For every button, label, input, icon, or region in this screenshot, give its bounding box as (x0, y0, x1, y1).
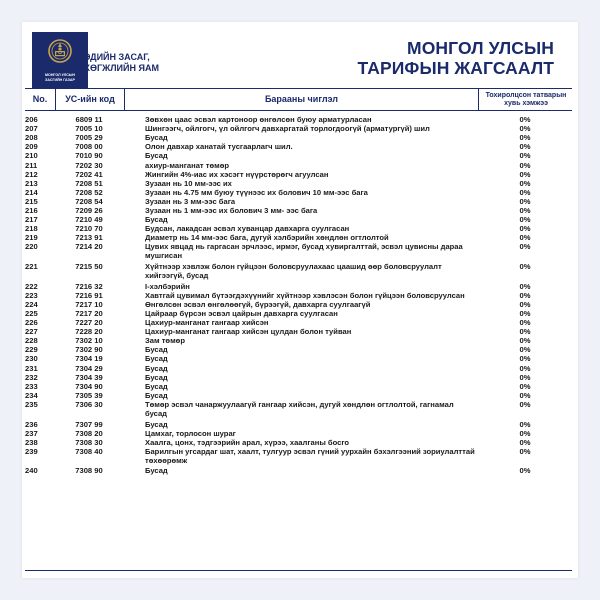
row-description: Бусад (145, 372, 168, 382)
row-tariff-rate: 0% (519, 336, 531, 346)
document-card (22, 22, 578, 578)
row-tariff-rate: 0% (519, 290, 531, 300)
row-tariff-rate: 0% (519, 281, 531, 291)
row-description: I-хэлбэрийн (145, 281, 190, 291)
row-description: Өнгөлсөн эсвэл өнгөлөөгүй, бүрээгүй, давхарга суулгаагүй (145, 299, 371, 309)
row-hs-code: 7208 51 (75, 178, 103, 188)
row-number: 232 (25, 372, 38, 382)
row-hs-code: 7304 39 (75, 372, 103, 382)
row-hs-code: 7210 49 (75, 215, 103, 225)
row-number: 234 (25, 390, 38, 400)
row-hs-code: 7308 40 (75, 446, 103, 456)
row-tariff-rate: 0% (519, 206, 531, 215)
row-number: 206 (25, 115, 38, 124)
row-hs-code: 7227 20 (75, 318, 103, 327)
row-hs-code: 7005 29 (75, 133, 103, 143)
row-number: 229 (25, 345, 38, 355)
row-hs-code: 7209 26 (75, 206, 103, 215)
row-hs-code: 6809 11 (75, 115, 103, 124)
row-description: Жингийн 4%-иас их хэсэгт нүүрстөрөгч агуулсан (145, 169, 329, 179)
row-number: 214 (25, 187, 38, 197)
row-description: Зузаан нь 10 мм-ээс их (145, 178, 232, 188)
header-code: УС-ийн код (65, 94, 115, 104)
row-hs-code: 7215 50 (75, 262, 103, 271)
row-hs-code: 7005 10 (75, 124, 103, 134)
row-number: 233 (25, 381, 38, 391)
row-description: Цахиур-манганат гангаар хийсэн цулдан болон туйван (145, 327, 352, 337)
row-description: ахиур-манганат төмөр (145, 160, 230, 170)
row-tariff-rate: 0% (519, 151, 531, 161)
ministry-line2: ХӨГЖЛИЙН ЯАМ (84, 62, 159, 73)
header-divider (478, 89, 479, 110)
row-description: Зузаан нь 4.75 мм буюу түүнээс их болович 10 мм-ээс бага (145, 187, 368, 197)
row-number: 235 (25, 399, 38, 409)
title-line1: МОНГОЛ УЛСЫН (407, 38, 554, 58)
row-tariff-rate: 0% (519, 419, 531, 429)
row-tariff-rate: 0% (519, 215, 531, 225)
row-number: 211 (25, 160, 38, 170)
row-tariff-rate: 0% (519, 345, 531, 355)
row-number: 208 (25, 133, 38, 143)
row-description: Бусад (145, 390, 168, 400)
row-tariff-rate: 0% (519, 381, 531, 391)
row-number: 219 (25, 233, 38, 243)
row-description: Бусад (145, 354, 168, 364)
row-tariff-rate: 0% (519, 262, 531, 271)
row-hs-code: 7305 39 (75, 390, 103, 400)
row-tariff-rate: 0% (519, 428, 531, 438)
row-description: Бусад (145, 363, 168, 373)
row-number: 227 (25, 327, 38, 337)
ministry-line1: ЭДИЙН ЗАСАГ, (84, 52, 150, 62)
row-tariff-rate: 0% (519, 133, 531, 143)
row-hs-code: 7216 32 (75, 281, 103, 291)
row-description: Бусад (145, 151, 168, 161)
row-description: Цахиур-манганат гангаар хийсэн (145, 318, 269, 327)
row-description: Цувих явцад нь гаргасан эрчлээс, ирмэг, бусад хувиргалттай, эсвэл цувисны дараа мушгисан (145, 242, 463, 261)
row-number: 230 (25, 354, 38, 364)
row-tariff-rate: 0% (519, 160, 531, 170)
row-tariff-rate: 0% (519, 327, 531, 337)
row-description: Төмөр эсвэл чанаржуулаагүй гангаар хийсэн, дугуй хөндлөн огтлолтой, гагнамал бусад (145, 399, 454, 418)
row-description: Зам төмөр (145, 336, 185, 346)
row-tariff-rate: 0% (519, 142, 531, 152)
row-tariff-rate: 0% (519, 372, 531, 382)
row-hs-code: 7304 29 (75, 363, 103, 373)
row-hs-code: 7306 30 (75, 399, 103, 409)
row-hs-code: 7208 54 (75, 196, 103, 206)
row-description: Цайраар бүрсэн эсвэл цайрын давхарга суулгасан (145, 308, 338, 318)
row-number: 228 (25, 336, 38, 346)
header-rate: Тохиролцсон татварын хувь хэмжээ (485, 92, 567, 107)
row-description: Бусад (145, 133, 168, 143)
row-hs-code: 7216 91 (75, 290, 103, 300)
row-tariff-rate: 0% (519, 233, 531, 243)
logo-text-line2: ЗАСГИЙН ГАЗАР (45, 78, 75, 82)
row-tariff-rate: 0% (519, 318, 531, 327)
page-title (358, 38, 554, 78)
row-number: 207 (25, 124, 38, 134)
row-hs-code: 7308 90 (75, 466, 103, 476)
row-description: Бусад (145, 466, 168, 476)
row-tariff-rate: 0% (519, 466, 531, 476)
row-number: 213 (25, 178, 38, 188)
table-bottom-rule (25, 570, 572, 571)
row-hs-code: 7008 00 (75, 142, 103, 152)
row-number: 237 (25, 428, 38, 438)
row-number: 238 (25, 437, 38, 447)
row-tariff-rate: 0% (519, 196, 531, 206)
row-description: Зузаан нь 1 мм-ээс их болович 3 мм- ээс бага (145, 206, 318, 215)
header-description: Барааны чиглэл (264, 94, 339, 104)
row-hs-code: 7213 91 (75, 233, 103, 243)
row-number: 236 (25, 419, 38, 429)
row-hs-code: 7217 20 (75, 308, 103, 318)
row-tariff-rate: 0% (519, 390, 531, 400)
row-tariff-rate: 0% (519, 124, 531, 134)
row-description: Хавтгай цувимал бүтээгдэхүүнийг хүйтнээр хэвлэсэн болон гүйцээн боловсруулсан (145, 290, 465, 300)
row-tariff-rate: 0% (519, 224, 531, 234)
row-number: 222 (25, 281, 38, 291)
row-description: Цамхаг, торлосон шураг (145, 428, 236, 438)
ministry-name (84, 52, 159, 73)
row-tariff-rate: 0% (519, 299, 531, 309)
row-tariff-rate: 0% (519, 242, 531, 252)
row-hs-code: 7304 90 (75, 381, 103, 391)
header-no: No. (32, 94, 48, 104)
row-number: 209 (25, 142, 38, 152)
row-number: 220 (25, 242, 38, 252)
row-description: Бусад (145, 381, 168, 391)
row-hs-code: 7214 20 (75, 242, 103, 252)
row-number: 217 (25, 215, 38, 225)
row-tariff-rate: 0% (519, 187, 531, 197)
row-tariff-rate: 0% (519, 437, 531, 447)
row-number: 212 (25, 169, 38, 179)
row-hs-code: 7302 90 (75, 345, 103, 355)
row-number: 226 (25, 318, 38, 327)
table-header (25, 88, 572, 111)
soyombo-emblem-icon (47, 38, 73, 66)
row-hs-code: 7010 90 (75, 151, 103, 161)
row-description: Зөвхөн цаас эсвэл картоноор өнгөлсөн буюу арматурласан (145, 115, 372, 124)
row-tariff-rate: 0% (519, 115, 531, 124)
row-description: Диаметр нь 14 мм-ээс бага, дугуй хэлбэрийн хөндлөн огтлолтой (145, 233, 389, 243)
row-number: 215 (25, 196, 38, 206)
row-number: 210 (25, 151, 38, 161)
row-hs-code: 7308 20 (75, 428, 103, 438)
row-hs-code: 7210 70 (75, 224, 103, 234)
row-tariff-rate: 0% (519, 446, 531, 456)
row-hs-code: 7308 30 (75, 437, 103, 447)
row-number: 221 (25, 262, 38, 271)
row-tariff-rate: 0% (519, 399, 531, 409)
government-logo (32, 32, 88, 88)
row-hs-code: 7304 19 (75, 354, 103, 364)
row-hs-code: 7307 99 (75, 419, 103, 429)
row-description: Будсан, лакадсан эсвэл хуванцар давхарга суулгасан (145, 224, 350, 234)
row-number: 224 (25, 299, 38, 309)
row-description: Бусад (145, 419, 168, 429)
row-hs-code: 7202 41 (75, 169, 103, 179)
row-description: Хаалга, цонх, тэдгээрийн арал, хүрээ, хаалганы босго (145, 437, 350, 447)
row-number: 225 (25, 308, 38, 318)
row-number: 239 (25, 446, 38, 456)
row-description: Зузаан нь 3 мм-ээс бага (145, 196, 236, 206)
row-number: 231 (25, 363, 38, 373)
title-line2: ТАРИФЫН ЖАГСААЛТ (357, 58, 554, 78)
row-number: 223 (25, 290, 38, 300)
row-number: 240 (25, 466, 38, 476)
row-hs-code: 7302 10 (75, 336, 103, 346)
row-hs-code: 7228 20 (75, 327, 103, 337)
row-description: Хүйтнээр хэвлэж болон гүйцээн боловсруулахаас цаашид өөр боловсруулалт хийгээгүй, бусад (145, 262, 442, 280)
row-description: Олон давхар ханатай тусгаарлагч шил. (145, 142, 293, 152)
row-hs-code: 7202 30 (75, 160, 103, 170)
logo-text-line1: МОНГОЛ УЛСЫН (45, 73, 75, 77)
row-description: Бусад (145, 345, 168, 355)
row-description: Шингээгч, ойлгогч, үл ойлгогч давхаргатай торлогдоогүй (арматургүй) шил (145, 124, 430, 134)
row-tariff-rate: 0% (519, 169, 531, 179)
row-description: Барилгын угсардаг шат, хаалт, тулгуур эсвэл гүний уурхайн бэхэлгээний зориулалттай төхөөрөмж (145, 446, 475, 465)
row-description: Бусад (145, 215, 168, 225)
row-hs-code: 7208 52 (75, 187, 103, 197)
row-number: 218 (25, 224, 38, 234)
row-number: 216 (25, 206, 38, 215)
row-tariff-rate: 0% (519, 178, 531, 188)
row-tariff-rate: 0% (519, 308, 531, 318)
row-hs-code: 7217 10 (75, 299, 103, 309)
row-tariff-rate: 0% (519, 363, 531, 373)
row-tariff-rate: 0% (519, 354, 531, 364)
